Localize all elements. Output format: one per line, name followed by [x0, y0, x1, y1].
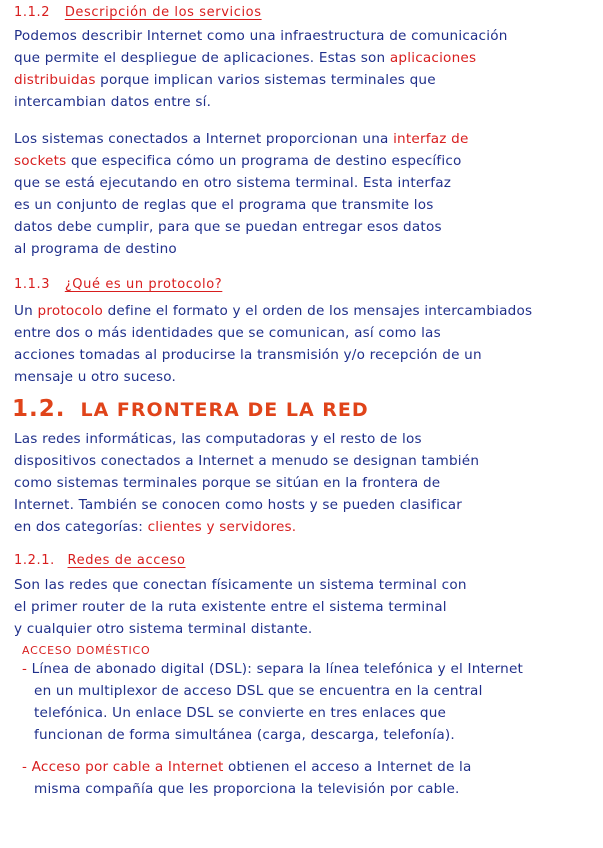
text: como sistemas terminales porque se sitúan en la frontera de — [14, 475, 441, 491]
heading-1-2 — [12, 396, 369, 422]
text: funcionan de forma simultánea (carga, descarga, telefonía). — [34, 727, 455, 743]
text: dispositivos conectados a Internet a menudo se designan también — [14, 453, 480, 469]
bullet-dash: - — [22, 661, 32, 677]
text: el primer router de la ruta existente entre el sistema terminal — [14, 599, 447, 615]
heading-title: Descripción de los servicios — [64, 5, 262, 20]
text: Internet. También se conocen como hosts y se pueden clasificar — [14, 497, 463, 513]
bullet-dash: - — [22, 759, 32, 775]
text: al programa de destino — [14, 241, 177, 257]
paragraph-line — [14, 196, 597, 214]
paragraph-line — [14, 93, 597, 111]
heading-number: 1.1.2 — [14, 5, 51, 20]
text: define el formato y el orden de los mensajes intercambiados — [103, 303, 533, 319]
paragraph-line — [14, 302, 597, 320]
text: porque implican varios sistemas terminales que — [95, 72, 436, 88]
heading-title: LA FRONTERA DE LA RED — [80, 399, 369, 421]
text: Los sistemas conectados a Internet proporcionan una — [14, 131, 394, 147]
term-highlight: clientes y servidores. — [147, 519, 297, 535]
term-highlight: sockets — [14, 153, 67, 169]
paragraph-line — [14, 346, 597, 364]
text: y cualquier otro sistema terminal distante. — [14, 621, 313, 637]
bullet-line — [34, 704, 597, 722]
text: Las redes informáticas, las computadoras y el resto de los — [14, 431, 422, 447]
term-highlight: Acceso por cable a Internet — [31, 759, 224, 775]
paragraph-line — [14, 368, 597, 386]
text: mensaje u otro suceso. — [14, 369, 177, 385]
paragraph-line — [14, 452, 597, 470]
bullet-line — [34, 726, 597, 744]
text: en dos categorías: — [14, 519, 148, 535]
heading-title: Redes de acceso — [67, 553, 186, 568]
text: ACCESO DOMÉSTICO — [22, 644, 151, 657]
paragraph-line — [14, 49, 597, 67]
bullet-line — [22, 660, 597, 678]
term-highlight: interfaz de — [393, 131, 469, 147]
bullet-line — [34, 780, 597, 798]
bullet-line — [22, 758, 597, 776]
text: que permite el despliegue de aplicaciones. Estas son — [14, 50, 390, 66]
heading-number: 1.1.3 — [14, 277, 51, 292]
paragraph-line — [14, 324, 597, 342]
text: es un conjunto de reglas que el programa que transmite los — [14, 197, 434, 213]
text: Línea de abonado digital (DSL): separa la línea telefónica y el Internet — [31, 661, 524, 677]
term-highlight: distribuidas — [14, 72, 96, 88]
heading-title: ¿Qué es un protocolo? — [64, 277, 223, 292]
paragraph-line — [14, 430, 597, 448]
text: que especifica cómo un programa de destino específico — [66, 153, 462, 169]
text: obtienen el acceso a Internet de la — [223, 759, 472, 775]
text: Podemos describir Internet como una infraestructura de comunicación — [14, 28, 508, 44]
paragraph-line — [14, 496, 597, 514]
paragraph-line — [14, 71, 597, 89]
sub-label-acceso-domestico — [22, 642, 597, 660]
text: entre dos o más identidades que se comunican, así como las — [14, 325, 441, 341]
text: datos debe cumplir, para que se puedan entregar esos datos — [14, 219, 442, 235]
text: acciones tomadas al producirse la transmisión y/o recepción de un — [14, 347, 482, 363]
paragraph-line — [14, 130, 597, 148]
text: que se está ejecutando en otro sistema terminal. Esta interfaz — [14, 175, 452, 191]
text: Son las redes que conectan físicamente un sistema terminal con — [14, 577, 467, 593]
heading-number: 1.2. — [12, 396, 66, 422]
text: telefónica. Un enlace DSL se convierte en tres enlaces que — [34, 705, 447, 721]
paragraph-line — [14, 240, 597, 258]
term-highlight: protocolo — [37, 303, 104, 319]
text: en un multiplexor de acceso DSL que se encuentra en la central — [34, 683, 483, 699]
heading-1-1-2 — [14, 4, 597, 22]
text: misma compañía que les proporciona la televisión por cable. — [34, 781, 460, 797]
heading-number: 1.2.1. — [14, 553, 55, 568]
text: Un — [14, 303, 38, 319]
paragraph-line — [14, 620, 597, 638]
paragraph-line — [14, 152, 597, 170]
paragraph-line — [14, 27, 597, 45]
paragraph-line — [14, 474, 597, 492]
paragraph-line — [14, 174, 597, 192]
paragraph-line — [14, 576, 597, 594]
bullet-line — [34, 682, 597, 700]
paragraph-line — [14, 218, 597, 236]
paragraph-line — [14, 598, 597, 616]
text: intercambian datos entre sí. — [14, 94, 212, 110]
term-highlight: aplicaciones — [389, 50, 477, 66]
heading-1-2-1 — [14, 552, 597, 570]
paragraph-line — [14, 518, 597, 536]
heading-1-1-3 — [14, 276, 597, 294]
